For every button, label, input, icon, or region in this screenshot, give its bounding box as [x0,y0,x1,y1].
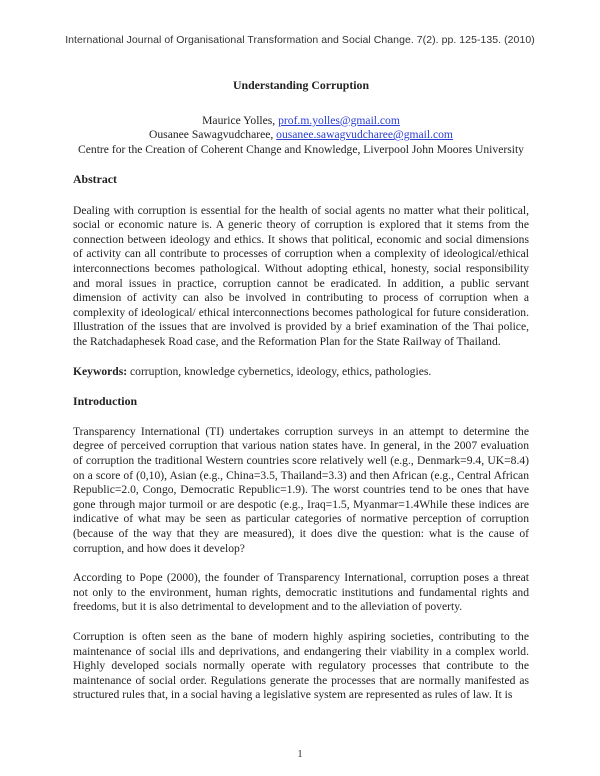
keywords [73,365,529,380]
author-1-email-link[interactable]: prof.m.yolles@gmail.com [278,113,400,127]
author-1 [73,114,529,129]
page-content [73,78,529,703]
author-1-name: Maurice Yolles, [202,113,279,127]
introduction-heading: Introduction [73,394,138,409]
intro-paragraph-1: Transparency International (TI) undertakes corruption surveys in an attempt to determine the degree of perceived corruption that various nation states have. In general, in the 2007 evaluation of corruption the traditional Western countries score relatively well (e.g., Denmark=9.4, UK=8.4) on a score of (0,10), Asian (e.g., China=3.5, Thailand=3.3) and then African (e.g., Central African Republic=2.0, Congo, Democratic Republic=1.9). The worst countries tend to be ones that have gone through major turmoil or are despotic (e.g., Iraq=1.5, Myanmar=1.4While these indices are indicative of what may be seen as particular categories of normative perception of corruption (because of the way that they are measured), it does dive the question: what is the cause of corruption, and how does it develop? [73,424,529,555]
paper-title: Understanding Corruption [232,78,369,92]
author-2-name: Ousanee Sawagvudcharee, [149,128,277,142]
keywords-text: corruption, knowledge cybernetics, ideology, ethics, pathologies. [130,364,432,378]
affiliation: Centre for the Creation of Coherent Change and Knowledge, Liverpool John Moores University [78,142,524,156]
page-number: 1 [297,748,303,760]
intro-paragraph-2: According to Pope (2000), the founder of Transparency International, corruption poses a threat not only to the environment, human rights, democratic institutions and fundamental rights and freedoms, but it is also detrimental to development and to the alleviation of poverty. [73,571,529,614]
abstract-text: Dealing with corruption is essential for the health of social agents no matter what their political, social or economic nature is. A generic theory of corruption is explored that it stems from the connection between ideology and ethics. It shows that political, economic and social dimensions of activity can all contribute to processes of corruption when a complexity of ideological/ethical interconnections becomes pathological. Without adopting ethical, honesty, social responsibility and moral issues in practice, corruption cannot be eradicated. In addition, a public servant dimension of activity can also be involved in contributing to process of corruption when a complexity of ideological/ ethical interconnections becomes pathological for future consideration. Illustration of the issues that are involved is provided by a brief examination of the Thai police, the Ratchadaphesek Road case, and the Reformation Plan for the State Railway of Thailand. [73,203,529,349]
author-2 [73,128,529,143]
running-head: International Journal of Organisational Transformation and Social Change. 7(2). pp. 125-135. (2010) [65,34,535,46]
author-block [73,114,529,158]
keywords-label: Keywords: [73,364,130,378]
intro-paragraph-3: Corruption is often seen as the bane of modern highly aspiring societies, contributing to the maintenance of social ills and deprivations, and endangering their viability in a complex world. Highly developed socials normally operate with regulatory processes that contribute to the maintenance of social order. Regulations generate the processes that are normally manifested as structured rules that, in a social having a legislative system are represented as rules of law. It is [73,629,529,702]
author-2-email-link[interactable]: ousanee.sawagvudcharee@gmail.com [276,128,453,142]
abstract-heading: Abstract [73,172,117,187]
